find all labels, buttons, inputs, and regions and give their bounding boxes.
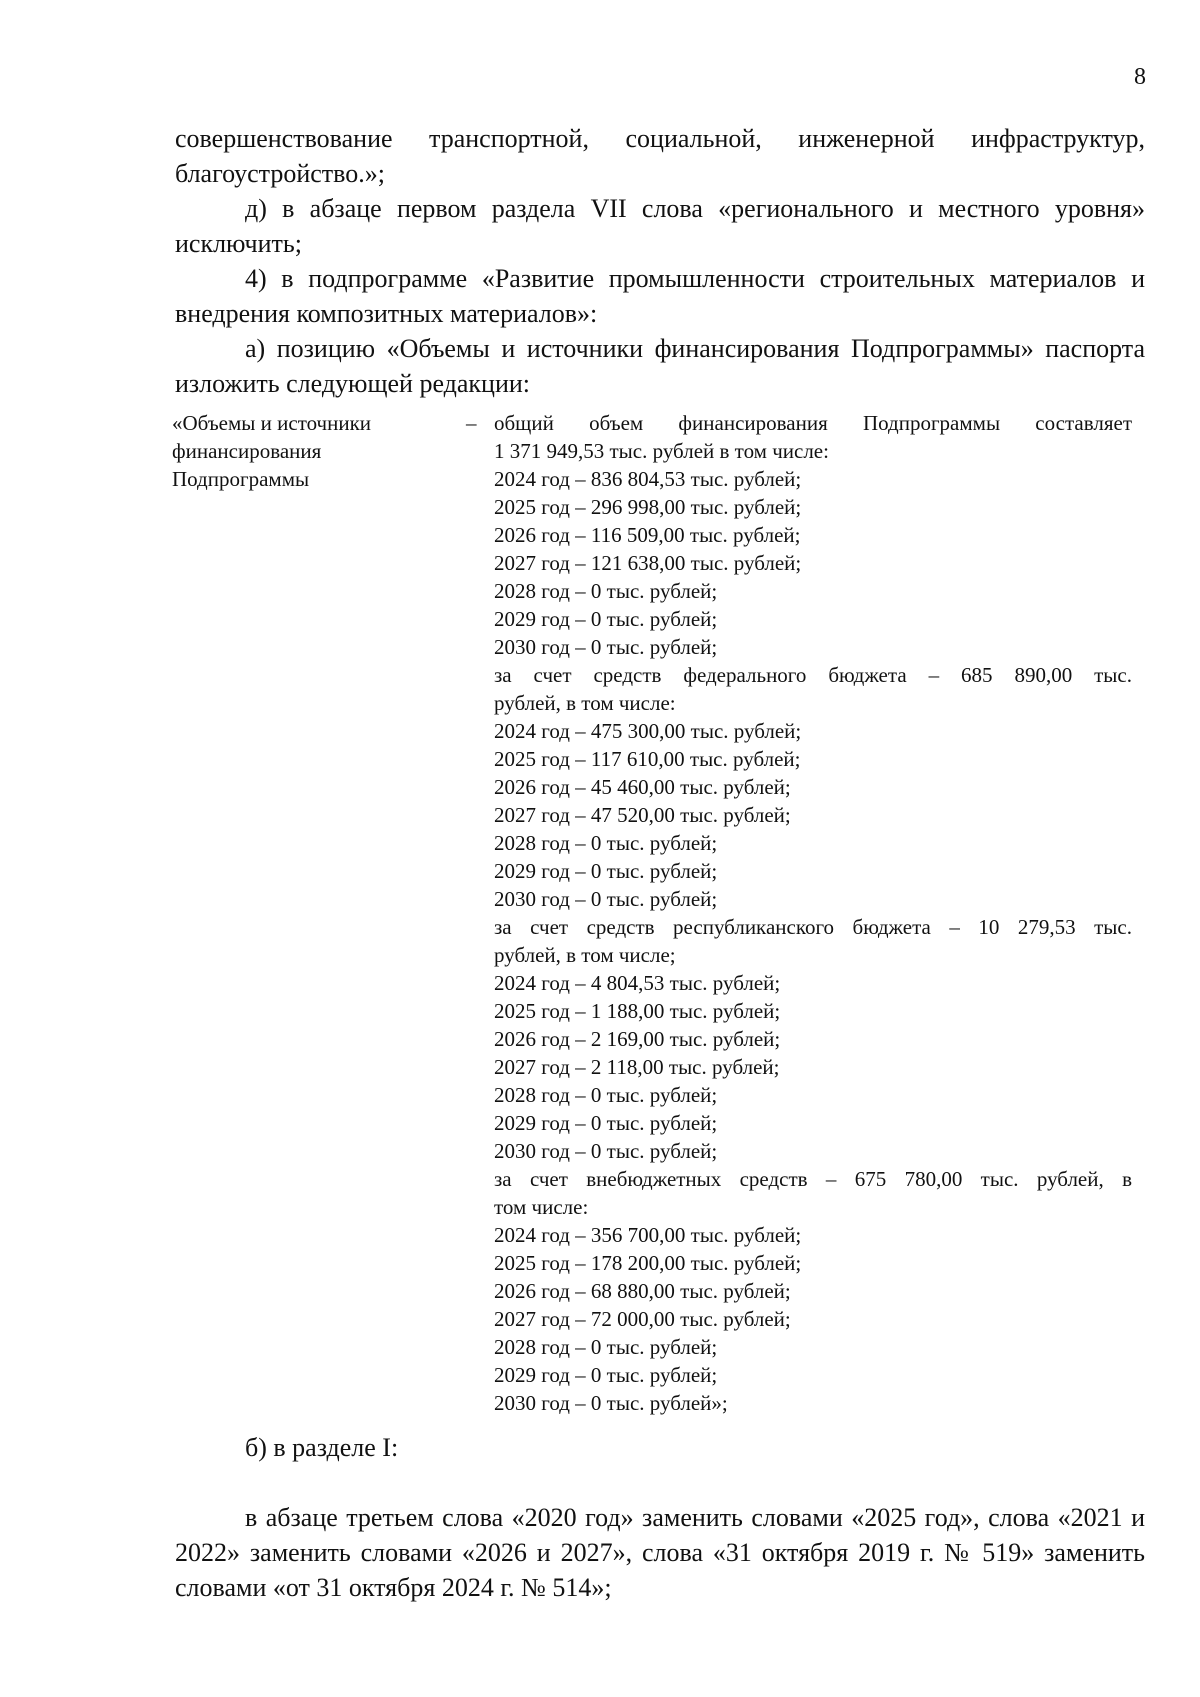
- funding-line: 2027 год – 121 638,00 тыс. рублей;: [494, 551, 802, 575]
- funding-line: 2029 год – 0 тыс. рублей;: [494, 1363, 718, 1387]
- funding-line: 2025 год – 178 200,00 тыс. рублей;: [494, 1251, 802, 1275]
- funding-line: рублей, в том числе:: [494, 691, 676, 715]
- paragraph-d: д) в абзаце первом раздела VII слова «регионального и местного уровня» исключить;: [175, 194, 1145, 258]
- funding-line: 2026 год – 68 880,00 тыс. рублей;: [494, 1279, 791, 1303]
- paragraph-continuation: совершенствование транспортной, социальной, инженерной инфраструктур, благоустройство.»;: [175, 124, 1145, 188]
- funding-line: том числе:: [494, 1195, 589, 1219]
- funding-line: 2024 год – 836 804,53 тыс. рублей;: [494, 467, 802, 491]
- funding-line: за счет средств республиканского бюджета – 10 279,53 тыс.: [494, 915, 1132, 939]
- funding-line: 2026 год – 2 169,00 тыс. рублей;: [494, 1027, 781, 1051]
- funding-line: 2024 год – 475 300,00 тыс. рублей;: [494, 719, 802, 743]
- funding-line: 2025 год – 1 188,00 тыс. рублей;: [494, 999, 781, 1023]
- funding-line: 2030 год – 0 тыс. рублей»;: [494, 1391, 728, 1415]
- funding-line: 2028 год – 0 тыс. рублей;: [494, 831, 718, 855]
- funding-line: 2026 год – 45 460,00 тыс. рублей;: [494, 775, 791, 799]
- funding-line: 2025 год – 296 998,00 тыс. рублей;: [494, 495, 802, 519]
- funding-line: рублей, в том числе;: [494, 943, 676, 967]
- label-dash: –: [466, 411, 477, 435]
- funding-label: «Объемы и источники финансирования Подпрограммы: [172, 411, 372, 491]
- funding-line: общий объем финансирования Подпрограммы составляет: [494, 411, 1132, 435]
- paragraph-b: б) в разделе I:: [245, 1433, 399, 1462]
- funding-values: [494, 409, 1132, 1417]
- funding-line: 2027 год – 2 118,00 тыс. рублей;: [494, 1055, 780, 1079]
- paragraph-4: 4) в подпрограмме «Развитие промышленности строительных материалов и внедрения композитных материалов»:: [175, 264, 1145, 328]
- funding-line: за счет средств федерального бюджета – 685 890,00 тыс.: [494, 663, 1132, 687]
- funding-line: 2029 год – 0 тыс. рублей;: [494, 1111, 718, 1135]
- paragraph-final: в абзаце третьем слова «2020 год» заменить словами «2025 год», слова «2021 и 2022» заменить словами «2026 и 2027», слова «31 октября 2019 г. № 519» заменить словами «от 31 октября 2024 г. № 514»;: [175, 1503, 1145, 1602]
- funding-line: 2028 год – 0 тыс. рублей;: [494, 1335, 718, 1359]
- funding-line: 2026 год – 116 509,00 тыс. рублей;: [494, 523, 801, 547]
- funding-line: 2029 год – 0 тыс. рублей;: [494, 859, 718, 883]
- funding-line: 2028 год – 0 тыс. рублей;: [494, 579, 718, 603]
- funding-line: 2025 год – 117 610,00 тыс. рублей;: [494, 747, 801, 771]
- funding-line: 2024 год – 356 700,00 тыс. рублей;: [494, 1223, 802, 1247]
- funding-line: 1 371 949,53 тыс. рублей в том числе:: [494, 439, 829, 463]
- funding-line: 2030 год – 0 тыс. рублей;: [494, 635, 718, 659]
- funding-line: за счет внебюджетных средств – 675 780,00 тыс. рублей, в: [494, 1167, 1132, 1191]
- funding-line: 2028 год – 0 тыс. рублей;: [494, 1083, 718, 1107]
- funding-line: 2030 год – 0 тыс. рублей;: [494, 887, 718, 911]
- funding-line: 2024 год – 4 804,53 тыс. рублей;: [494, 971, 781, 995]
- paragraph-a: а) позицию «Объемы и источники финансирования Подпрограммы» паспорта изложить следующей редакции:: [175, 334, 1145, 398]
- page-number: 8: [1134, 64, 1146, 90]
- funding-line: 2027 год – 47 520,00 тыс. рублей;: [494, 803, 791, 827]
- funding-line: 2027 год – 72 000,00 тыс. рублей;: [494, 1307, 791, 1331]
- funding-line: 2029 год – 0 тыс. рублей;: [494, 607, 718, 631]
- funding-line: 2030 год – 0 тыс. рублей;: [494, 1139, 718, 1163]
